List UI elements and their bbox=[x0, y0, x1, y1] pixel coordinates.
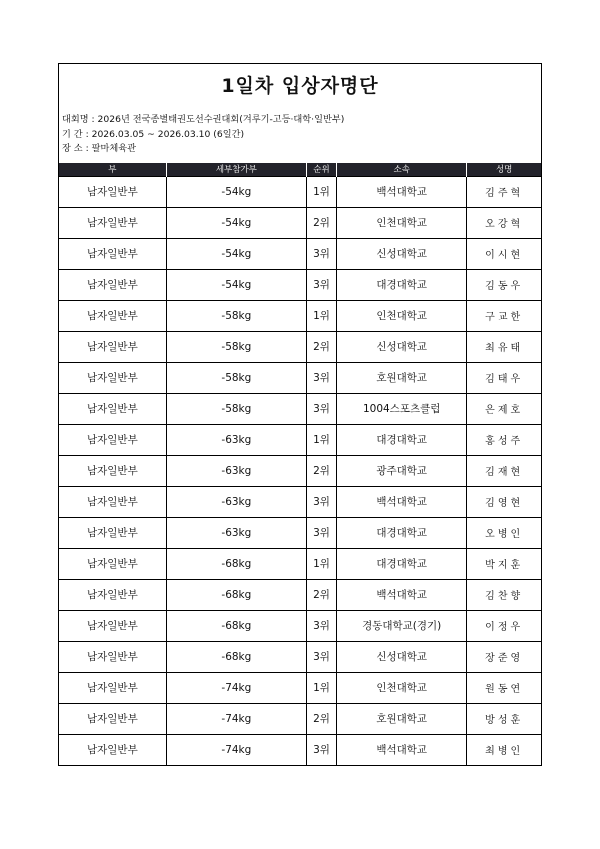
table-row bbox=[59, 703, 541, 734]
cell-name: 김주혁 bbox=[467, 176, 541, 207]
cell-weight-class: -63kg bbox=[166, 517, 306, 548]
cell-division: 남자일반부 bbox=[59, 424, 166, 455]
cell-rank: 3위 bbox=[307, 486, 337, 517]
table-row bbox=[59, 517, 541, 548]
cell-affiliation: 인천대학교 bbox=[337, 672, 467, 703]
cell-rank: 3위 bbox=[307, 238, 337, 269]
header-affiliation: 소속 bbox=[337, 163, 467, 177]
cell-affiliation: 신성대학교 bbox=[337, 238, 467, 269]
cell-name: 이정우 bbox=[467, 610, 541, 641]
cell-weight-class: -58kg bbox=[166, 393, 306, 424]
cell-division: 남자일반부 bbox=[59, 393, 166, 424]
cell-division: 남자일반부 bbox=[59, 455, 166, 486]
cell-name: 김동우 bbox=[467, 269, 541, 300]
cell-division: 남자일반부 bbox=[59, 517, 166, 548]
event-name: 대회명 : 2026년 전국종별태권도선수권대회(겨루기-고등·대학·일반부) bbox=[62, 114, 345, 125]
cell-weight-class: -68kg bbox=[166, 641, 306, 672]
cell-division: 남자일반부 bbox=[59, 548, 166, 579]
cell-weight-class: -68kg bbox=[166, 579, 306, 610]
cell-rank: 2위 bbox=[307, 579, 337, 610]
cell-affiliation: 경동대학교(경기) bbox=[337, 610, 467, 641]
cell-name: 장준영 bbox=[467, 641, 541, 672]
cell-name: 최병인 bbox=[467, 734, 541, 765]
cell-name: 방성훈 bbox=[467, 703, 541, 734]
cell-weight-class: -58kg bbox=[166, 331, 306, 362]
cell-affiliation: 신성대학교 bbox=[337, 331, 467, 362]
cell-name: 이시현 bbox=[467, 238, 541, 269]
cell-name: 홍성주 bbox=[467, 424, 541, 455]
cell-weight-class: -58kg bbox=[166, 300, 306, 331]
table-row bbox=[59, 300, 541, 331]
cell-rank: 2위 bbox=[307, 455, 337, 486]
cell-affiliation: 대경대학교 bbox=[337, 269, 467, 300]
cell-affiliation: 백석대학교 bbox=[337, 734, 467, 765]
cell-rank: 3위 bbox=[307, 610, 337, 641]
table-row bbox=[59, 672, 541, 703]
cell-affiliation: 광주대학교 bbox=[337, 455, 467, 486]
cell-rank: 2위 bbox=[307, 207, 337, 238]
cell-name: 은제호 bbox=[467, 393, 541, 424]
cell-name: 김찬향 bbox=[467, 579, 541, 610]
cell-division: 남자일반부 bbox=[59, 207, 166, 238]
event-info bbox=[59, 104, 541, 163]
table-row bbox=[59, 610, 541, 641]
cell-affiliation: 대경대학교 bbox=[337, 548, 467, 579]
cell-affiliation: 인천대학교 bbox=[337, 207, 467, 238]
cell-division: 남자일반부 bbox=[59, 486, 166, 517]
cell-affiliation: 백석대학교 bbox=[337, 176, 467, 207]
cell-rank: 1위 bbox=[307, 176, 337, 207]
cell-affiliation: 대경대학교 bbox=[337, 517, 467, 548]
results-table bbox=[59, 163, 541, 765]
cell-weight-class: -54kg bbox=[166, 269, 306, 300]
cell-affiliation: 백석대학교 bbox=[337, 579, 467, 610]
cell-rank: 3위 bbox=[307, 517, 337, 548]
cell-rank: 1위 bbox=[307, 548, 337, 579]
event-venue: 장 소 : 팔마체육관 bbox=[62, 143, 136, 154]
table-body bbox=[59, 176, 541, 765]
cell-weight-class: -54kg bbox=[166, 238, 306, 269]
table-row bbox=[59, 734, 541, 765]
cell-affiliation: 호원대학교 bbox=[337, 362, 467, 393]
cell-division: 남자일반부 bbox=[59, 672, 166, 703]
cell-rank: 3위 bbox=[307, 641, 337, 672]
cell-division: 남자일반부 bbox=[59, 331, 166, 362]
cell-weight-class: -74kg bbox=[166, 734, 306, 765]
table-header-row bbox=[59, 163, 541, 177]
cell-division: 남자일반부 bbox=[59, 362, 166, 393]
cell-division: 남자일반부 bbox=[59, 734, 166, 765]
cell-rank: 2위 bbox=[307, 703, 337, 734]
table-row bbox=[59, 548, 541, 579]
cell-name: 오강혁 bbox=[467, 207, 541, 238]
cell-affiliation: 인천대학교 bbox=[337, 300, 467, 331]
cell-rank: 3위 bbox=[307, 269, 337, 300]
table-row bbox=[59, 641, 541, 672]
cell-weight-class: -74kg bbox=[166, 703, 306, 734]
table-row bbox=[59, 486, 541, 517]
table-row bbox=[59, 269, 541, 300]
cell-rank: 2위 bbox=[307, 331, 337, 362]
event-period: 기 간 : 2026.03.05 ~ 2026.03.10 (6일간) bbox=[62, 128, 245, 140]
table-row bbox=[59, 238, 541, 269]
cell-weight-class: -63kg bbox=[166, 424, 306, 455]
cell-rank: 3위 bbox=[307, 393, 337, 424]
cell-weight-class: -58kg bbox=[166, 362, 306, 393]
cell-name: 최유태 bbox=[467, 331, 541, 362]
results-document bbox=[58, 63, 542, 766]
table-row bbox=[59, 455, 541, 486]
table-row bbox=[59, 176, 541, 207]
cell-rank: 3위 bbox=[307, 362, 337, 393]
cell-weight-class: -54kg bbox=[166, 207, 306, 238]
cell-division: 남자일반부 bbox=[59, 300, 166, 331]
cell-weight-class: -68kg bbox=[166, 610, 306, 641]
cell-weight-class: -54kg bbox=[166, 176, 306, 207]
table-row bbox=[59, 362, 541, 393]
header-rank: 순위 bbox=[307, 163, 337, 177]
cell-weight-class: -74kg bbox=[166, 672, 306, 703]
cell-name: 김재현 bbox=[467, 455, 541, 486]
cell-weight-class: -63kg bbox=[166, 455, 306, 486]
cell-division: 남자일반부 bbox=[59, 176, 166, 207]
cell-weight-class: -68kg bbox=[166, 548, 306, 579]
cell-affiliation: 대경대학교 bbox=[337, 424, 467, 455]
cell-name: 구교한 bbox=[467, 300, 541, 331]
cell-name: 김영현 bbox=[467, 486, 541, 517]
header-division: 부 bbox=[59, 163, 166, 177]
cell-division: 남자일반부 bbox=[59, 641, 166, 672]
cell-name: 박지훈 bbox=[467, 548, 541, 579]
cell-affiliation: 호원대학교 bbox=[337, 703, 467, 734]
cell-rank: 1위 bbox=[307, 672, 337, 703]
cell-rank: 1위 bbox=[307, 300, 337, 331]
table-row bbox=[59, 331, 541, 362]
cell-affiliation: 백석대학교 bbox=[337, 486, 467, 517]
table-row bbox=[59, 579, 541, 610]
table-row bbox=[59, 207, 541, 238]
cell-division: 남자일반부 bbox=[59, 579, 166, 610]
header-name: 성명 bbox=[467, 163, 541, 177]
cell-weight-class: -63kg bbox=[166, 486, 306, 517]
cell-rank: 3위 bbox=[307, 734, 337, 765]
cell-name: 원동연 bbox=[467, 672, 541, 703]
cell-division: 남자일반부 bbox=[59, 238, 166, 269]
table-row bbox=[59, 393, 541, 424]
header-weight-class: 세부참가부 bbox=[166, 163, 306, 177]
cell-name: 오병인 bbox=[467, 517, 541, 548]
cell-affiliation: 1004스포츠클럽 bbox=[337, 393, 467, 424]
page-title: 1일차 입상자명단 bbox=[221, 74, 379, 97]
table-row bbox=[59, 424, 541, 455]
cell-division: 남자일반부 bbox=[59, 269, 166, 300]
cell-division: 남자일반부 bbox=[59, 610, 166, 641]
cell-division: 남자일반부 bbox=[59, 703, 166, 734]
cell-affiliation: 신성대학교 bbox=[337, 641, 467, 672]
cell-rank: 1위 bbox=[307, 424, 337, 455]
cell-name: 김태우 bbox=[467, 362, 541, 393]
